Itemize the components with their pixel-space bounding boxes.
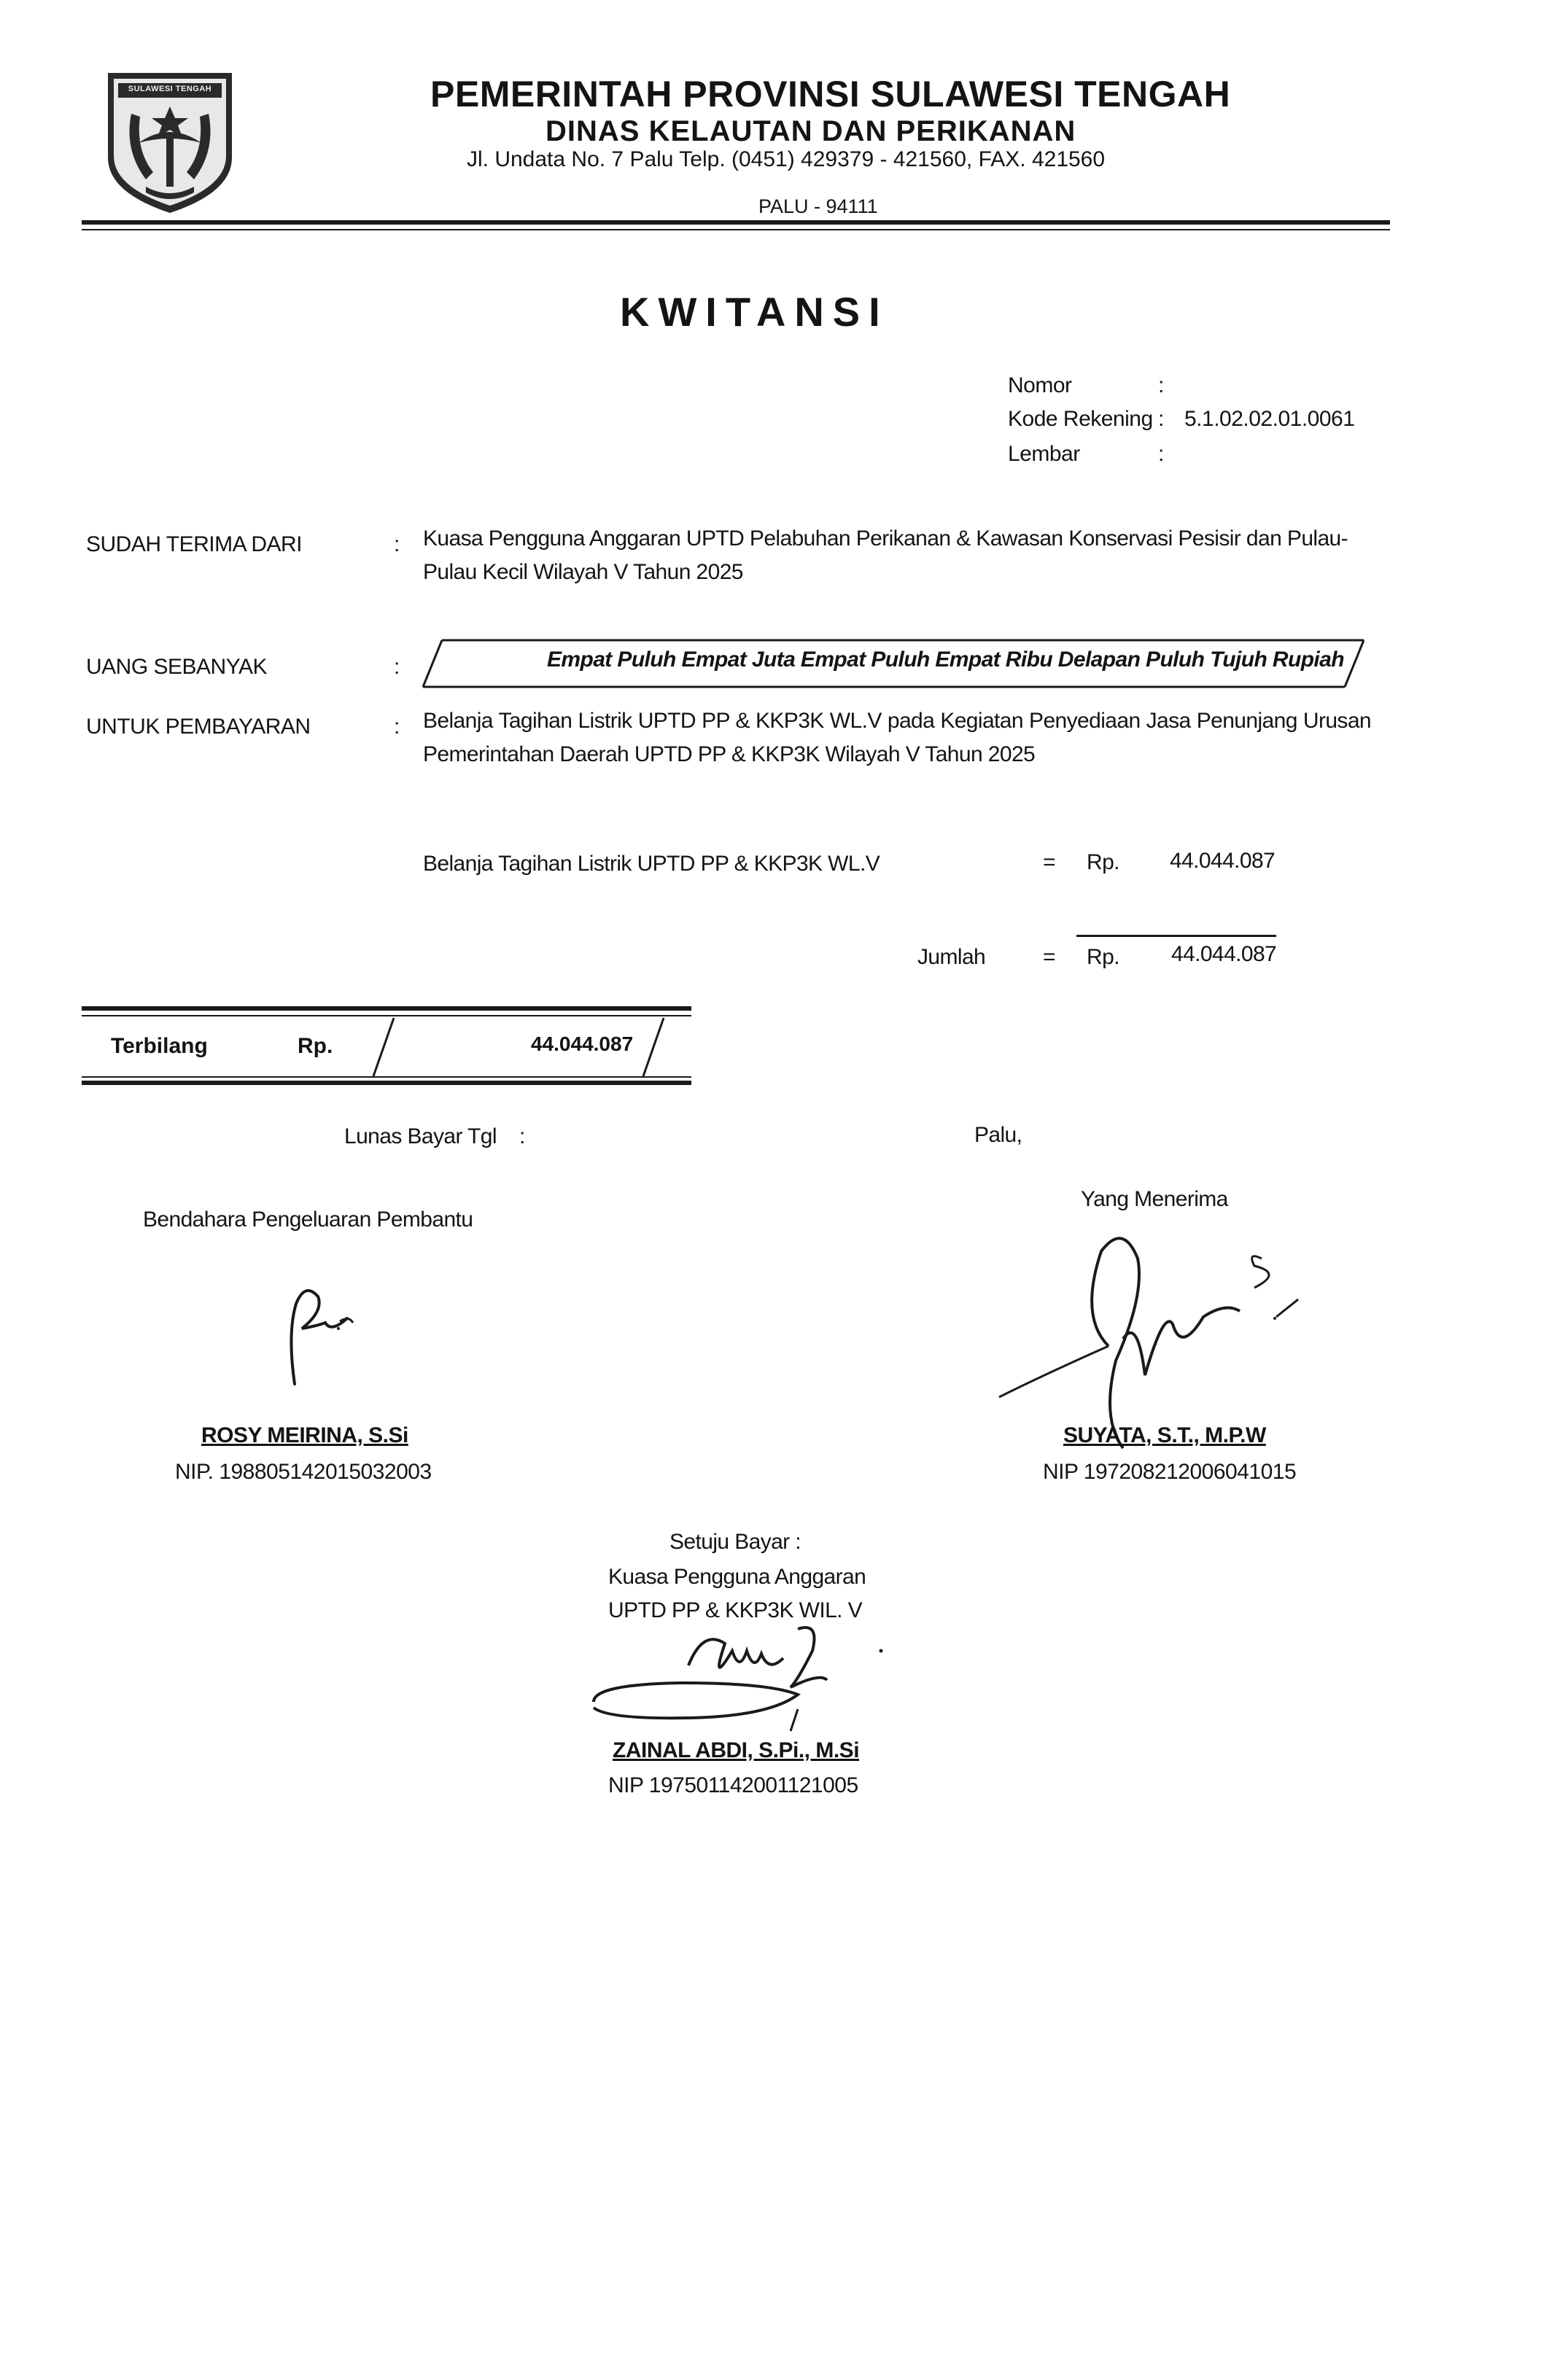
kode-rekening-value: 5.1.02.02.01.0061 <box>1184 407 1355 431</box>
amount-in-words: Empat Puluh Empat Juta Empat Puluh Empat Ribu Delapan Puluh Tujuh Rupiah <box>547 648 1344 672</box>
total-label: Jumlah <box>917 945 986 969</box>
document-title: KWITANSI <box>620 289 889 335</box>
total-eq: = <box>1043 945 1055 969</box>
payment-place: Palu, <box>974 1123 1022 1147</box>
header-rule-thin <box>82 229 1390 230</box>
terbilang-rule-bottom-thin <box>82 1076 691 1078</box>
terbilang-rule-top-thin <box>82 1015 691 1016</box>
terbilang-rule-bottom-thick <box>82 1081 691 1085</box>
receiver-role: Yang Menerima <box>1081 1187 1228 1211</box>
lembar-colon: : <box>1158 442 1164 466</box>
line-item-description: Belanja Tagihan Listrik UPTD PP & KKP3K WL.V <box>423 852 880 876</box>
header-city: PALU - 94111 <box>758 195 878 217</box>
received-from-value: Kuasa Pengguna Anggaran UPTD Pelabuhan Perikanan & Kawasan Konservasi Pesisir dan Pulau-Pulau Kecil Wilayah V Tahun 2025 <box>423 526 1348 584</box>
receiver-nip: NIP 197208212006041015 <box>1043 1460 1297 1484</box>
header-rule-thick <box>82 220 1390 225</box>
line-item-eq: = <box>1043 850 1055 874</box>
treasurer-nip: NIP. 198805142015032003 <box>175 1460 432 1484</box>
purpose-value: Belanja Tagihan Listrik UPTD PP & KKP3K WL.V pada Kegiatan Penyediaan Jasa Penunjang Urusan Pemerintahan Daerah UPTD PP & KKP3K Wilayah V Tahun 2025 <box>423 709 1371 766</box>
total-amount: 44.044.087 <box>1171 942 1277 966</box>
lunas-label: Lunas Bayar Tgl <box>344 1124 497 1148</box>
emblem-text: SULAWESI TENGAH <box>128 85 212 93</box>
emblem <box>102 70 238 216</box>
header-title: PEMERINTAH PROVINSI SULAWESI TENGAH <box>430 74 1231 114</box>
approver-signature-icon <box>579 1622 900 1738</box>
kode-rekening-label: Kode Rekening <box>1008 407 1153 431</box>
terbilang-label: Terbilang <box>111 1034 208 1058</box>
nomor-colon: : <box>1158 373 1164 397</box>
terbilang-rule-top-thick <box>82 1006 691 1011</box>
receiver-signature-icon <box>992 1229 1313 1434</box>
approver-role-line2: UPTD PP & KKP3K WIL. V <box>608 1598 863 1622</box>
approver-role-line1: Kuasa Pengguna Anggaran <box>608 1565 866 1589</box>
amount-colon: : <box>394 655 400 679</box>
nomor-label: Nomor <box>1008 373 1072 397</box>
treasurer-name: ROSY MEIRINA, S.Si <box>201 1423 408 1447</box>
lembar-label: Lembar <box>1008 442 1080 466</box>
received-from-label: SUDAH TERIMA DARI <box>86 532 302 556</box>
amount-label: UANG SEBANYAK <box>86 655 268 679</box>
purpose-colon: : <box>394 715 400 739</box>
total-rule <box>1076 935 1276 937</box>
lunas-colon: : <box>519 1124 525 1148</box>
total-currency: Rp. <box>1087 945 1119 969</box>
amount-box <box>423 640 1364 687</box>
approval-label: Setuju Bayar : <box>669 1530 801 1554</box>
treasurer-signature-icon <box>280 1275 368 1391</box>
approver-nip: NIP 197501142001121005 <box>608 1773 858 1797</box>
receiver-name: SUYATA, S.T., M.P.W <box>1063 1423 1266 1447</box>
terbilang-currency: Rp. <box>298 1034 333 1058</box>
line-item-amount: 44.044.087 <box>1170 849 1276 873</box>
terbilang-amount: 44.044.087 <box>531 1032 634 1055</box>
header-subtitle: DINAS KELAUTAN DAN PERIKANAN <box>546 115 1076 147</box>
purpose-label: UNTUK PEMBAYARAN <box>86 715 311 739</box>
kode-rekening-colon: : <box>1158 407 1164 431</box>
treasurer-role: Bendahara Pengeluaran Pembantu <box>143 1208 473 1232</box>
approver-name: ZAINAL ABDI, S.Pi., M.Si <box>613 1738 860 1762</box>
header-address: Jl. Undata No. 7 Palu Telp. (0451) 429379 - 421560, FAX. 421560 <box>467 147 1106 171</box>
received-from-colon: : <box>394 532 400 556</box>
line-item-currency: Rp. <box>1087 850 1119 874</box>
